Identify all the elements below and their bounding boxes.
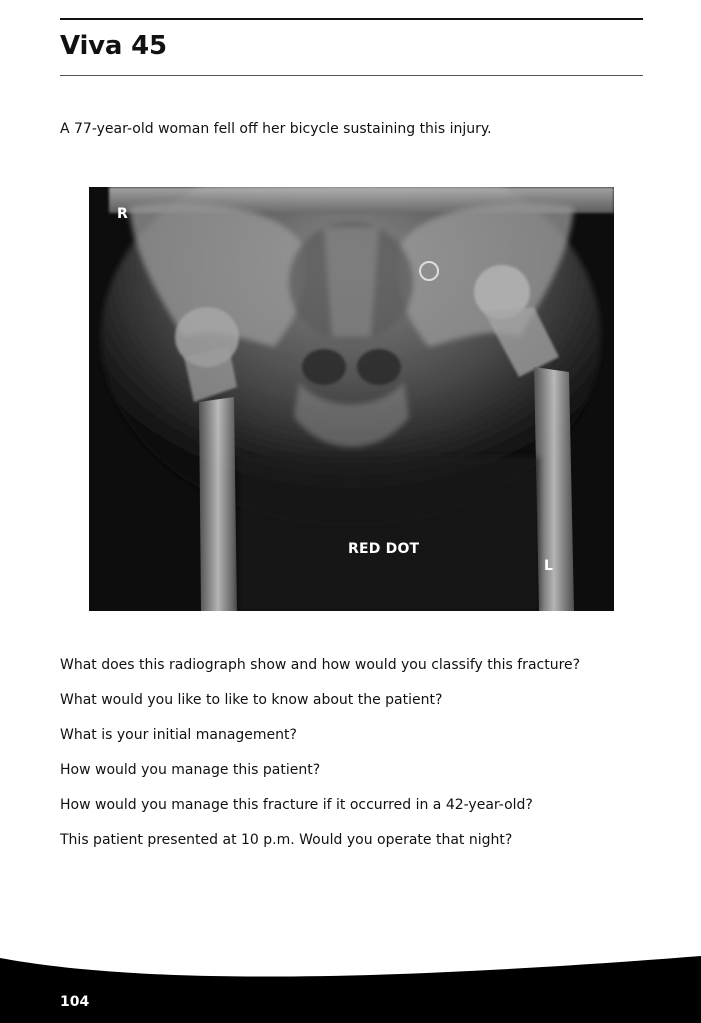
radiograph-left-marker: L (544, 558, 553, 574)
question-item: What would you like to like to know about the patient? (60, 692, 443, 708)
page-title: Viva 45 (60, 31, 167, 61)
footer-wave (0, 950, 701, 1023)
pelvis-radiograph (89, 187, 614, 611)
radiograph-right-marker: R (117, 206, 128, 222)
top-rule (60, 18, 643, 20)
question-item: This patient presented at 10 p.m. Would you operate that night? (60, 832, 513, 848)
footer-band (0, 950, 701, 1023)
question-item: How would you manage this fracture if it occurred in a 42-year-old? (60, 797, 533, 813)
question-item: How would you manage this patient? (60, 762, 321, 778)
viva-questions (60, 655, 580, 865)
page-number: 104 (60, 994, 90, 1010)
question-item: What is your initial management? (60, 727, 297, 743)
case-intro: A 77-year-old woman fell off her bicycle sustaining this injury. (60, 121, 492, 137)
question-item: What does this radiograph show and how would you classify this fracture? (60, 657, 581, 673)
title-underline (60, 75, 643, 76)
radiograph-red-dot-label: RED DOT (348, 541, 420, 557)
